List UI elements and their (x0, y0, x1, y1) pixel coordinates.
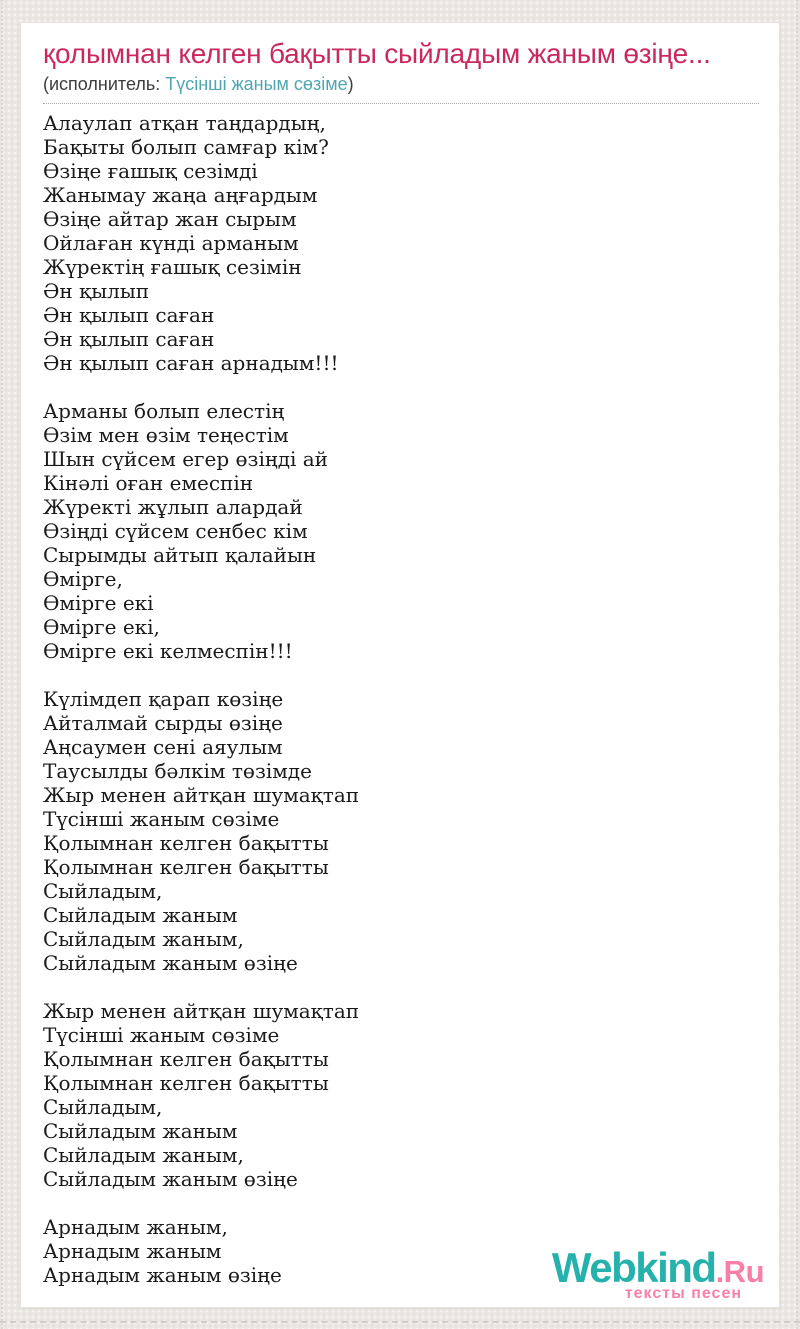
stanza (43, 399, 759, 663)
webkind-logo[interactable] (551, 1244, 764, 1302)
stanza (43, 999, 759, 1191)
lyric-line: Өмірге, (43, 566, 123, 591)
lyric-line: Шын сүйсем егер өзіңді ай (43, 446, 329, 471)
page-header (43, 37, 759, 104)
lyrics (43, 111, 759, 1287)
artist-line (43, 74, 759, 95)
content-card (20, 22, 780, 1308)
lyric-line: Сыйладым жаным, (43, 1142, 244, 1167)
lyric-line: Жанымау жаңа аңғардым (43, 182, 318, 207)
lyric-line: Арманы болып елестің (43, 398, 285, 423)
bottom-divider (0, 1321, 800, 1323)
lyric-line: Кінәлі оған емеспін (43, 470, 254, 495)
lyric-line: Өзім мен өзім теңестім (43, 422, 289, 447)
lyric-line: Қолымнан келген бақытты (43, 830, 329, 855)
lyric-line: Өмірге екі (43, 590, 154, 615)
lyric-line: Қолымнан келген бақытты (43, 1046, 329, 1071)
lyric-line: Арнадым жаным өзіңе (43, 1262, 282, 1287)
lyric-line: Өзіңді сүйсем сенбес кім (43, 518, 308, 543)
lyric-line: Өмірге екі, (43, 614, 160, 639)
lyric-line: Алаулап атқан таңдардың, (43, 110, 326, 135)
lyric-line: Өзіңе ғашық сезімді (43, 158, 258, 183)
lyric-line: Сыйладым, (43, 1094, 163, 1119)
lyric-line: Ойлаған күнді арманым (43, 230, 299, 255)
right-edge-divider (796, 0, 798, 1329)
lyric-line: Сыйладым жаным, (43, 926, 244, 951)
lyric-line: Жүректің ғашық сезімін (43, 254, 302, 279)
webkind-logo-main: Webkind (551, 1244, 716, 1291)
lyric-line: Түсінші жаным сөзіме (43, 806, 280, 831)
lyric-line: Өмірге екі келмеспін!!! (43, 638, 293, 663)
lyric-line: Ән қылып саған (43, 326, 215, 351)
lyric-line: Жыр менен айтқан шумақтап (43, 782, 360, 807)
lyric-line: Сыйладым жаным өзіңе (43, 950, 298, 975)
left-edge-divider (1, 0, 3, 1329)
lyric-line: Ән қылып саған (43, 302, 215, 327)
webkind-logo-domain: .Ru (715, 1254, 764, 1289)
webkind-logo-tagline: тексты песен (624, 1285, 742, 1302)
lyric-line: Жыр менен айтқан шумақтап (43, 998, 360, 1023)
lyric-line: Сыйладым, (43, 878, 163, 903)
lyric-line: Бақыты болып самғар кім? (43, 134, 329, 159)
lyric-line: Түсінші жаным сөзіме (43, 1022, 280, 1047)
stanza (43, 111, 759, 375)
lyric-line: Сыйладым жаным (43, 902, 238, 927)
lyric-line: Айталмай сырды өзіңе (43, 710, 283, 735)
lyric-line: Арнадым жаным (43, 1238, 222, 1263)
lyric-line: Сыйладым жаным (43, 1118, 238, 1143)
lyric-line: Сырымды айтып қалайын (43, 542, 317, 567)
webkind-logo-wordmark (551, 1244, 764, 1291)
lyric-line: Күлімдеп қарап көзіңе (43, 686, 284, 711)
lyric-line: Таусылды бәлкім төзімде (43, 758, 312, 783)
lyric-line: Аңсаумен сені аяулым (43, 734, 283, 759)
lyric-line: Ән қылып саған арнадым!!! (43, 350, 339, 375)
lyric-line: Ән қылып (43, 278, 150, 303)
artist-label-close: ) (347, 73, 354, 94)
stanza (43, 687, 759, 975)
lyric-line: Өзіңе айтар жан сырым (43, 206, 297, 231)
lyric-line: Қолымнан келген бақытты (43, 1070, 329, 1095)
artist-link[interactable]: Түсінші жаным сөзіме (165, 73, 348, 94)
page-title: қолымнан келген бақытты сыйладым жаным өзіңе... (43, 38, 711, 69)
lyric-line: Жүректі жұлып алардай (43, 494, 303, 519)
artist-label: (исполнитель: (43, 73, 166, 94)
lyric-line: Қолымнан келген бақытты (43, 854, 329, 879)
lyric-line: Арнадым жаным, (43, 1214, 228, 1239)
lyric-line: Сыйладым жаным өзіңе (43, 1166, 298, 1191)
